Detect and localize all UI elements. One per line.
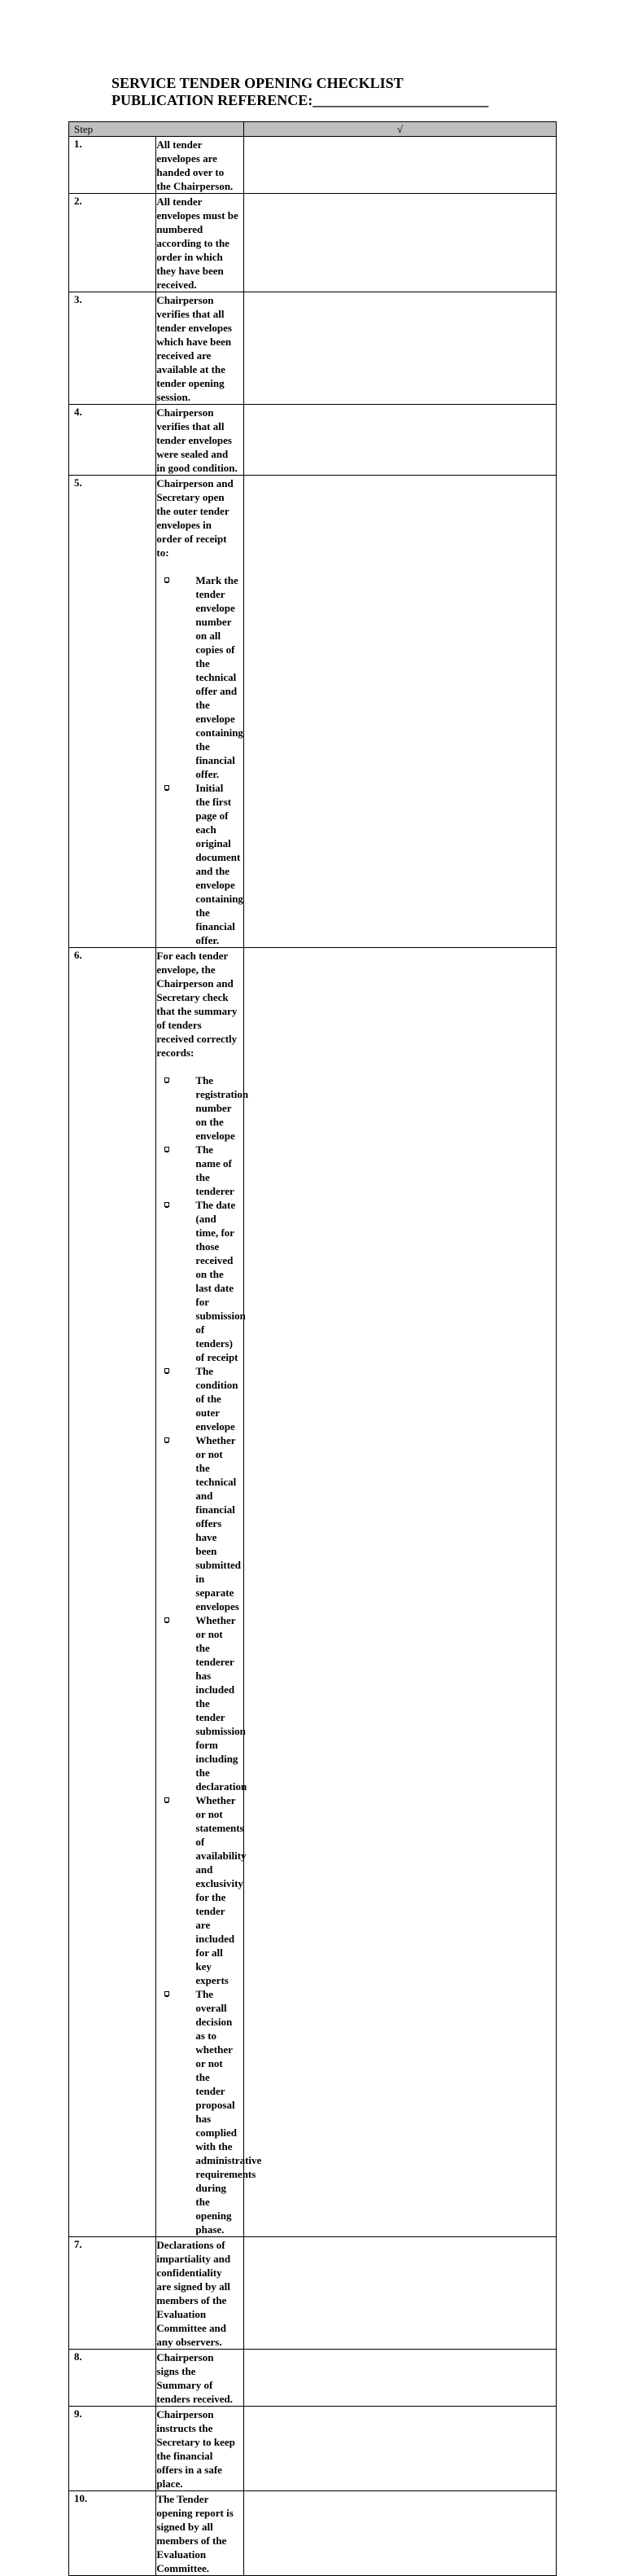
step-text — [156, 476, 243, 948]
check-cell[interactable] — [243, 405, 556, 476]
checkbox-bullet-icon — [164, 577, 169, 582]
list-item: Mark the tender envelope number on all copies of the technical offer and the envelope containing the financial offer. — [192, 573, 238, 781]
check-cell[interactable] — [243, 476, 556, 948]
step-text: Chairperson instructs the Secretary to keep the financial offers in a safe place. — [156, 2407, 243, 2491]
table-row — [69, 137, 557, 194]
list-item: The registration number on the envelope — [192, 1073, 238, 1143]
table-row — [69, 194, 557, 292]
list-item: Whether or not the technical and financial offers have been submitted in separate envelopes — [192, 1433, 238, 1613]
list-item: The overall decision as to whether or not the tender proposal has complied with the administrative requirements during the opening phase. — [192, 1987, 238, 2236]
list-item: The date (and time, for those received on the last date for submission of tenders) of receipt — [192, 1198, 238, 1364]
step-number: 5. — [69, 476, 156, 948]
checkbox-bullet-icon — [164, 1991, 169, 1996]
step-text: Chairperson verifies that all tender envelopes were sealed and in good condition. — [156, 405, 243, 476]
step-number: 3. — [69, 292, 156, 405]
checkbox-bullet-icon — [164, 1617, 169, 1622]
step-text: All tender envelopes are handed over to the Chairperson. — [156, 137, 243, 194]
step-text: All tender envelopes must be numbered according to the order in which they have been received. — [156, 194, 243, 292]
check-cell[interactable] — [243, 292, 556, 405]
step-text — [156, 948, 262, 2237]
list-item: Whether or not statements of availability and exclusivity for the tender are included for all key experts — [192, 1793, 238, 1987]
bullet-list — [156, 573, 243, 947]
checkbox-bullet-icon — [164, 1797, 169, 1802]
title-line-1: SERVICE TENDER OPENING CHECKLIST — [111, 75, 404, 91]
table-row — [69, 2491, 557, 2576]
checkbox-bullet-icon — [164, 1437, 169, 1442]
step-header: Step — [69, 122, 244, 137]
check-header: √ — [243, 122, 556, 137]
table-row — [69, 2407, 557, 2491]
checkbox-bullet-icon — [164, 785, 169, 790]
checkbox-bullet-icon — [164, 1202, 169, 1207]
step-text: Chairperson signs the Summary of tenders received. — [156, 2350, 243, 2407]
table-row — [69, 476, 557, 948]
step-number: 1. — [69, 137, 156, 194]
step-number: 4. — [69, 405, 156, 476]
table-row — [69, 2237, 557, 2350]
step-number: 2. — [69, 194, 156, 292]
checkbox-bullet-icon — [164, 1368, 169, 1373]
step-intro: Chairperson and Secretary open the outer tender envelopes in order of receipt to: — [156, 477, 234, 559]
check-cell[interactable] — [243, 194, 556, 292]
checkbox-bullet-icon — [164, 1077, 169, 1082]
table-row — [69, 405, 557, 476]
check-cell[interactable] — [243, 2491, 556, 2576]
check-cell[interactable] — [243, 2350, 556, 2407]
step-intro: For each tender envelope, the Chairperson and Secretary check that the summary of tenders received correctly records: — [156, 950, 238, 1059]
step-number: 6. — [69, 948, 156, 2237]
table-row — [69, 292, 557, 405]
table-header-row — [69, 122, 557, 137]
checkbox-bullet-icon — [164, 1147, 169, 1152]
bullet-list — [156, 1073, 262, 2236]
table-row — [69, 948, 557, 2237]
check-cell[interactable] — [243, 948, 556, 2237]
document-title — [111, 75, 488, 109]
checklist-table — [68, 121, 557, 2576]
step-number: 9. — [69, 2407, 156, 2491]
step-number: 7. — [69, 2237, 156, 2350]
title-line-2: PUBLICATION REFERENCE:________________________ — [111, 92, 489, 108]
list-item: Initial the first page of each original document and the envelope containing the financial offer. — [192, 781, 238, 947]
list-item: The condition of the outer envelope — [192, 1364, 238, 1433]
step-text: Chairperson verifies that all tender envelopes which have been received are available at the tender opening session. — [156, 292, 243, 405]
step-number: 8. — [69, 2350, 156, 2407]
table-row — [69, 2350, 557, 2407]
list-item: Whether or not the tenderer has included the tender submission form including the declaration — [192, 1613, 238, 1793]
check-cell[interactable] — [243, 2237, 556, 2350]
step-text: The Tender opening report is signed by all members of the Evaluation Committee. — [156, 2491, 243, 2576]
check-cell[interactable] — [243, 137, 556, 194]
list-item: The name of the tenderer — [192, 1143, 238, 1198]
step-number: 10. — [69, 2491, 156, 2576]
step-text: Declarations of impartiality and confidentiality are signed by all members of the Evaluation Committee and any observers. — [156, 2237, 243, 2350]
check-cell[interactable] — [243, 2407, 556, 2491]
